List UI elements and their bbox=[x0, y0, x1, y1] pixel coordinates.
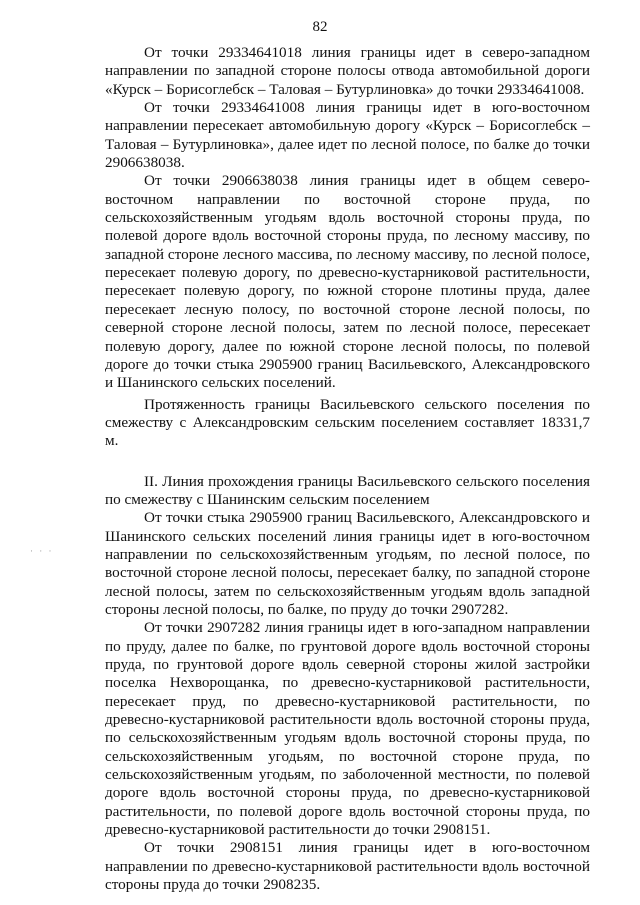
section-paragraph-2: От точки 2907282 линия границы идет в юго-западном направлении по пруду, далее по балке, по грунтовой дороге вдоль восточной стороны пруда, по грунтовой дороге вдоль северной стороны жилой застройки поселка Нехворощанка, по древесно-кустарниковой растительности, пересекает пруд, по древесно-кустарниковой растительности, по древесно-кустарниковой растительности вдоль восточной стороны пруда, по сельскохозяйственным угодьям вдоль восточной стороны пруда, по сельскохозяйственным угодьям, по восточной стороне пруда, по сельскохозяйственным угодьям, по заболоченной местности, по полевой дороге вдоль восточной стороны пруда, по древесно-кустарниковой растительности, по полевой дороге вдоль восточной стороны пруда, по древесно-кустарниковой растительности до точки 2908151. bbox=[105, 619, 590, 839]
section-heading: II. Линия прохождения границы Васильевского сельского поселения по смежеству с Шанинским сельским поселением bbox=[105, 472, 590, 508]
page-number: 82 bbox=[312, 19, 328, 35]
paragraph-3: От точки 2906638038 линия границы идет в общем северо-восточном направлении по восточной стороне пруда, по сельскохозяйственным угодьям вдоль восточной стороны пруда, по полевой дороге вдоль восточной стороны пруда, по лесному массиву, по западной стороне лесного массива, по лесному массиву, по лесной полосе, пересекает полевую дорогу, по древесно-кустарниковой растительности, пересекает полевую дорогу, по южной стороне плотины пруда, далее пересекает лесную полосу, по восточной стороне лесной полосы, по северной стороне лесной полосы, затем по лесной полосе, пересекает полевую дорогу, далее по южной стороне лесной полосы, по полевой дороге до точки стыка 2905900 границ Васильевского, Александровского и Шанинского сельских поселений. bbox=[105, 172, 590, 392]
paragraph-1: От точки 29334641018 линия границы идет в северо-западном направлении по западной стороне полосы отвода автомобильной дороги «Курск – Борисоглебск – Таловая – Бутурлиновка» до точки 29334641008. bbox=[105, 44, 590, 98]
margin-scan-marks: · · · bbox=[30, 546, 54, 556]
section-paragraph-3: От точки 2908151 линия границы идет в юго-восточном направлении по древесно-кустарниковой растительности вдоль восточной стороны пруда до точки 2908235. bbox=[105, 839, 590, 894]
section-paragraph-1: От точки стыка 2905900 границ Васильевского, Александровского и Шанинского сельских поселений линия границы идет в юго-восточном направлении по сельскохозяйственным угодьям, по лесной полосе, по восточной стороне лесной полосы, пересекает балку, по западной стороне лесной полосы, затем по сельскохозяйственным угодьям вдоль западной стороны лесной полосы, по балке, по пруду до точки 2907282. bbox=[105, 509, 590, 618]
document-body bbox=[105, 44, 590, 894]
paragraph-2: От точки 29334641008 линия границы идет в юго-восточном направлении пересекает автомобильную дорогу «Курск – Борисоглебск – Таловая – Бутурлиновка», далее идет по лесной полосе, по балке до точки 2906638038. bbox=[105, 99, 590, 172]
paragraph-4: Протяженность границы Васильевского сельского поселения по смежеству с Александровским сельским поселением составляет 18331,7 м. bbox=[105, 395, 590, 450]
